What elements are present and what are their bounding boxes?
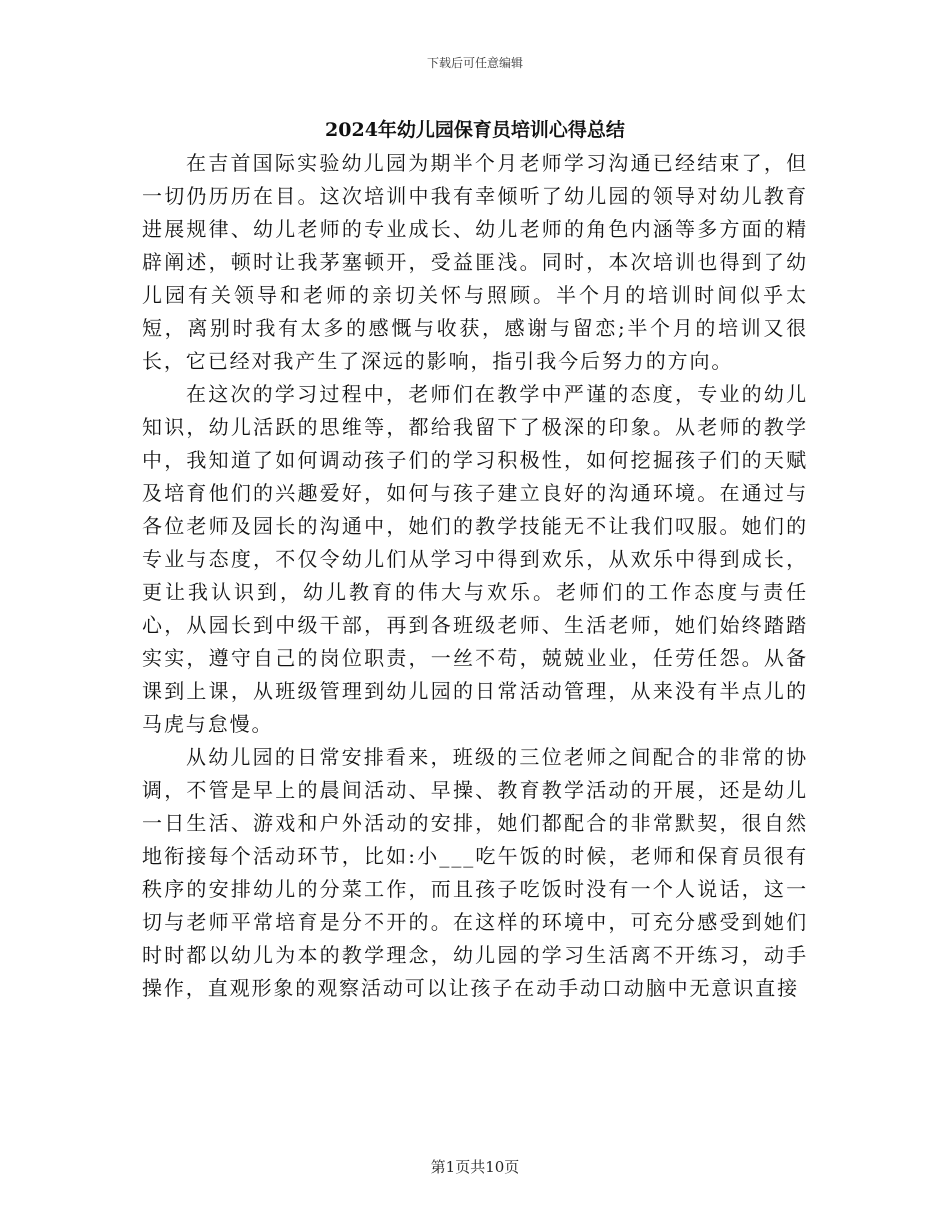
paragraph-3: 从幼儿园的日常安排看来，班级的三位老师之间配合的非常的协调，不管是早上的晨间活动、早操、教育教学活动的开展，还是幼儿一日生活、游戏和户外活动的安排，她们都配合的非常默契，很自然地衔接每个活动环节，比如:小___吃午饭的时候，老师和保育员很有秩序的安排幼儿的分菜工作，而且孩子吃饭时没有一个人说话，这一切与老师平常培育是分不开的。在这样的环境中，可充分感受到她们时时都以幼儿为本的教学理念，幼儿园的学习生活离不开练习，动手操作，直观形象的观察活动可以让孩子在动手动口动脑中无意识直接	[142, 745, 808, 1000]
page-indicator: 第1页共10页	[430, 1158, 520, 1176]
paragraph-2: 在这次的学习过程中，老师们在教学中严谨的态度，专业的幼儿知识，幼儿活跃的思维等，都给我留下了极深的印象。从老师的教学中，我知道了如何调动孩子们的学习积极性，如何挖掘孩子们的天赋及培育他们的兴趣爱好，如何与孩子建立良好的沟通环境。在通过与各位老师及园长的沟通中，她们的教学技能无不让我们叹服。她们的专业与态度，不仅令幼儿们从学习中得到欢乐，从欢乐中得到成长，更让我认识到，幼儿教育的伟大与欢乐。老师们的工作态度与责任心，从园长到中级干部，再到各班级老师、生活老师，她们始终踏踏实实，遵守自己的岗位职责，一丝不苟，兢兢业业，任劳任怨。从备课到上课，从班级管理到幼儿园的日常活动管理，从来没有半点儿的马虎与怠慢。	[142, 382, 808, 736]
header-note: 下载后可任意编辑	[426, 56, 523, 70]
paragraph-1: 在吉首国际实验幼儿园为期半个月老师学习沟通已经结束了，但一切仍历历在目。这次培训中我有幸倾听了幼儿园的领导对幼儿教育进展规律、幼儿老师的专业成长、幼儿老师的角色内涵等多方面的精辟阐述，顿时让我茅塞顿开，受益匪浅。同时，本次培训也得到了幼儿园有关领导和老师的亲切关怀与照顾。半个月的培训时间似乎太短，离别时我有太多的感慨与收获，感谢与留恋;半个月的培训又很长，它已经对我产生了深远的影响，指引我今后努力的方向。	[142, 151, 808, 373]
document-body	[142, 147, 808, 1005]
document-title: 2024年幼儿园保育员培训心得总结	[325, 119, 625, 141]
